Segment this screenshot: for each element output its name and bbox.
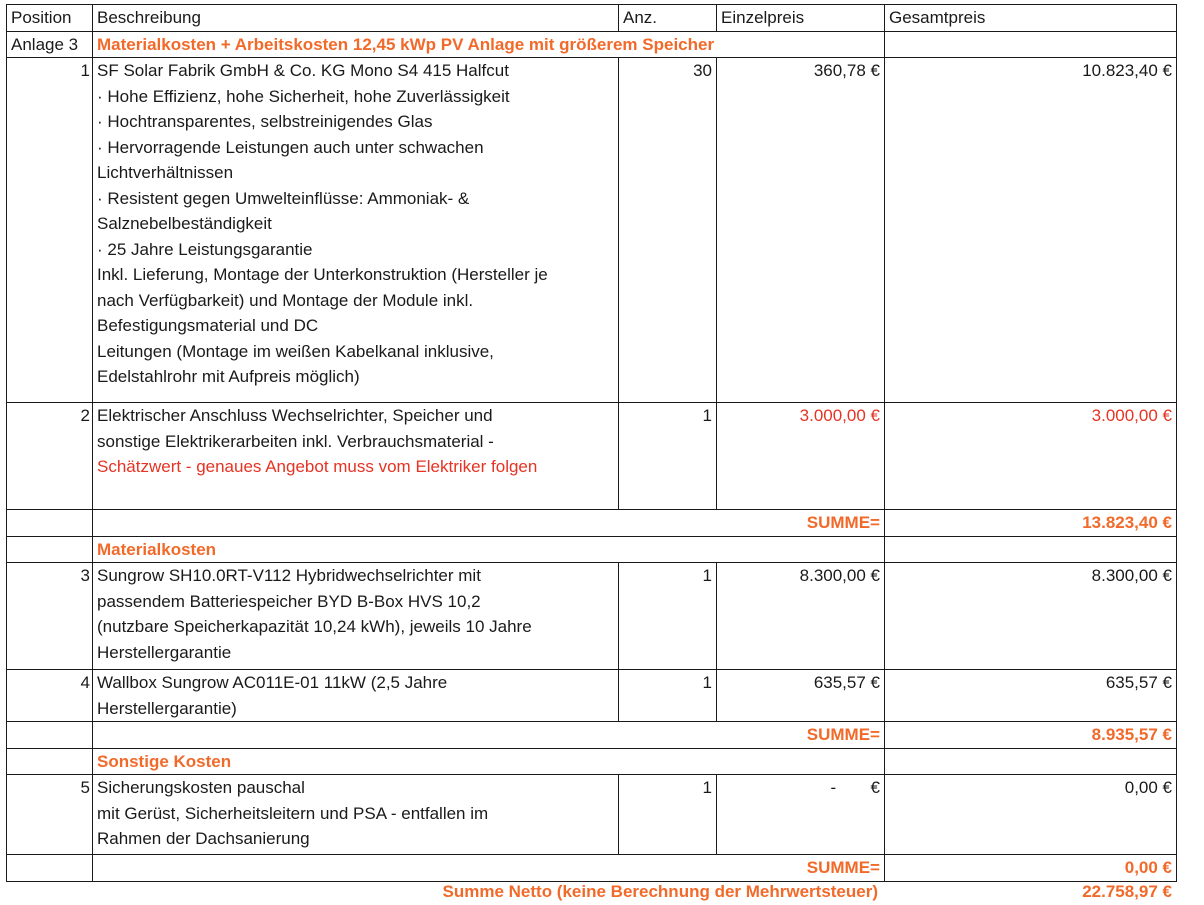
item-anz: 1	[619, 563, 717, 670]
description-line: Herstellergarantie	[97, 642, 232, 662]
description-line: passendem Batteriespeicher BYD B-Box HVS 10,2	[97, 591, 481, 611]
section-row	[7, 536, 1177, 563]
description-line: · Resistent gegen Umwelteinflüsse: Ammoniak- &	[97, 188, 470, 208]
description-line: · Hochtransparentes, selbstreinigendes Glas	[97, 112, 433, 131]
item-description	[93, 670, 619, 722]
table-row	[7, 563, 1177, 670]
item-einzelpreis: 360,78 €	[717, 58, 885, 403]
sum-row	[7, 510, 1177, 537]
table-row	[7, 58, 1177, 403]
empty-cell	[93, 855, 619, 882]
item-position: 5	[7, 775, 93, 855]
net-total-value: 22.758,97 €	[1082, 882, 1172, 901]
description-line: Salznebelbeständigkeit	[97, 214, 272, 233]
description-line: Wallbox Sungrow AC011E-01 11kW (2,5 Jahre	[97, 673, 448, 692]
sum-label: SUMME=	[619, 722, 885, 749]
item-gesamtpreis: 8.300,00 €	[885, 563, 1177, 670]
item-position: 3	[7, 563, 93, 670]
empty-cell	[885, 748, 1177, 775]
header-row	[7, 5, 1177, 32]
item-anz: 30	[619, 58, 717, 403]
item-gesamtpreis: 10.823,40 €	[885, 58, 1177, 403]
net-total-label: Summe Netto (keine Berechnung der Mehrwertsteuer)	[442, 882, 878, 901]
section-title-sonstige: Sonstige Kosten	[93, 748, 885, 775]
sum-value: 0,00 €	[885, 855, 1177, 882]
description-line: Sungrow SH10.0RT-V112 Hybridwechselrichter mit	[97, 566, 481, 585]
sum-row	[7, 855, 1177, 882]
estimate-note: Schätzwert - genaues Angebot muss vom Elektriker folgen	[97, 457, 538, 476]
item-description	[93, 775, 619, 855]
description-line: nach Verfügbarkeit) und Montage der Module inkl.	[97, 290, 474, 310]
empty-cell	[93, 722, 619, 749]
empty-cell	[7, 510, 93, 537]
description-line: mit Gerüst, Sicherheitsleitern und PSA - entfallen im	[97, 803, 489, 823]
header-gesamtpreis: Gesamtpreis	[885, 5, 1177, 32]
empty-cell	[7, 536, 93, 563]
header-position: Position	[7, 5, 93, 32]
description-line: SF Solar Fabrik GmbH & Co. KG Mono S4 415 Halfcut	[97, 61, 509, 80]
item-position: 1	[7, 58, 93, 403]
sum-label: SUMME=	[619, 510, 885, 537]
item-position: 2	[7, 403, 93, 510]
header-beschreibung: Beschreibung	[93, 5, 619, 32]
description-line: Lichtverhältnissen	[97, 163, 234, 182]
empty-cell	[7, 722, 93, 749]
description-line: Leitungen (Montage im weißen Kabelkanal inklusive,	[97, 341, 494, 361]
sum-value: 13.823,40 €	[885, 510, 1177, 537]
description-line: Rahmen der Dachsanierung	[97, 829, 310, 848]
quote-table	[6, 4, 1177, 882]
item-description	[93, 563, 619, 670]
item-anz: 1	[619, 670, 717, 722]
item-gesamtpreis: 635,57 €	[885, 670, 1177, 722]
sum-row	[7, 722, 1177, 749]
table-row	[7, 403, 1177, 510]
quote-sheet	[6, 4, 1176, 882]
table-row	[7, 670, 1177, 722]
euro-sign: €	[870, 778, 880, 797]
item-gesamtpreis: 3.000,00 €	[885, 403, 1177, 510]
sum-label: SUMME=	[619, 855, 885, 882]
description-line: · Hervorragende Leistungen auch unter schwachen	[97, 137, 484, 157]
section-title-materialkosten: Materialkosten	[93, 536, 885, 563]
description-line: (nutzbare Speicherkapazität 10,24 kWh), jeweils 10 Jahre	[97, 617, 532, 636]
item-description	[93, 403, 619, 510]
price-dash: -	[830, 778, 837, 797]
anlage-title: Materialkosten + Arbeitskosten 12,45 kWp PV Anlage mit größerem Speicher	[93, 31, 885, 58]
item-position: 4	[7, 670, 93, 722]
description-line: Sicherungskosten pauschal	[97, 778, 305, 797]
anlage-label: Anlage 3	[7, 31, 93, 58]
empty-cell	[885, 536, 1177, 563]
description-line: sonstige Elektrikerarbeiten inkl. Verbrauchsmaterial -	[97, 431, 494, 451]
anlage-row	[7, 31, 1177, 58]
description-line: · 25 Jahre Leistungsgarantie	[97, 239, 313, 259]
section-row	[7, 748, 1177, 775]
description-line: Inkl. Lieferung, Montage der Unterkonstruktion (Hersteller je	[97, 265, 548, 284]
empty-cell	[93, 510, 619, 537]
description-line: Edelstahlrohr mit Aufpreis möglich)	[97, 367, 360, 386]
description-line: Herstellergarantie)	[97, 698, 237, 718]
header-anz: Anz.	[619, 5, 717, 32]
item-einzelpreis: 8.300,00 €	[717, 563, 885, 670]
item-anz: 1	[619, 775, 717, 855]
item-description	[93, 58, 619, 403]
description-line: · Hohe Effizienz, hohe Sicherheit, hohe Zuverlässigkeit	[97, 86, 510, 106]
item-anz: 1	[619, 403, 717, 510]
table-row	[7, 775, 1177, 855]
sum-value: 8.935,57 €	[885, 722, 1177, 749]
description-line: Elektrischer Anschluss Wechselrichter, Speicher und	[97, 406, 493, 425]
empty-cell	[7, 855, 93, 882]
empty-cell	[885, 31, 1177, 58]
item-gesamtpreis: 0,00 €	[885, 775, 1177, 855]
header-einzelpreis: Einzelpreis	[717, 5, 885, 32]
empty-cell	[7, 748, 93, 775]
net-total-row	[6, 879, 1176, 905]
item-einzelpreis: 635,57 €	[717, 670, 885, 722]
item-einzelpreis: 3.000,00 €	[717, 403, 885, 510]
description-line: Befestigungsmaterial und DC	[97, 316, 319, 335]
item-einzelpreis	[717, 775, 885, 855]
